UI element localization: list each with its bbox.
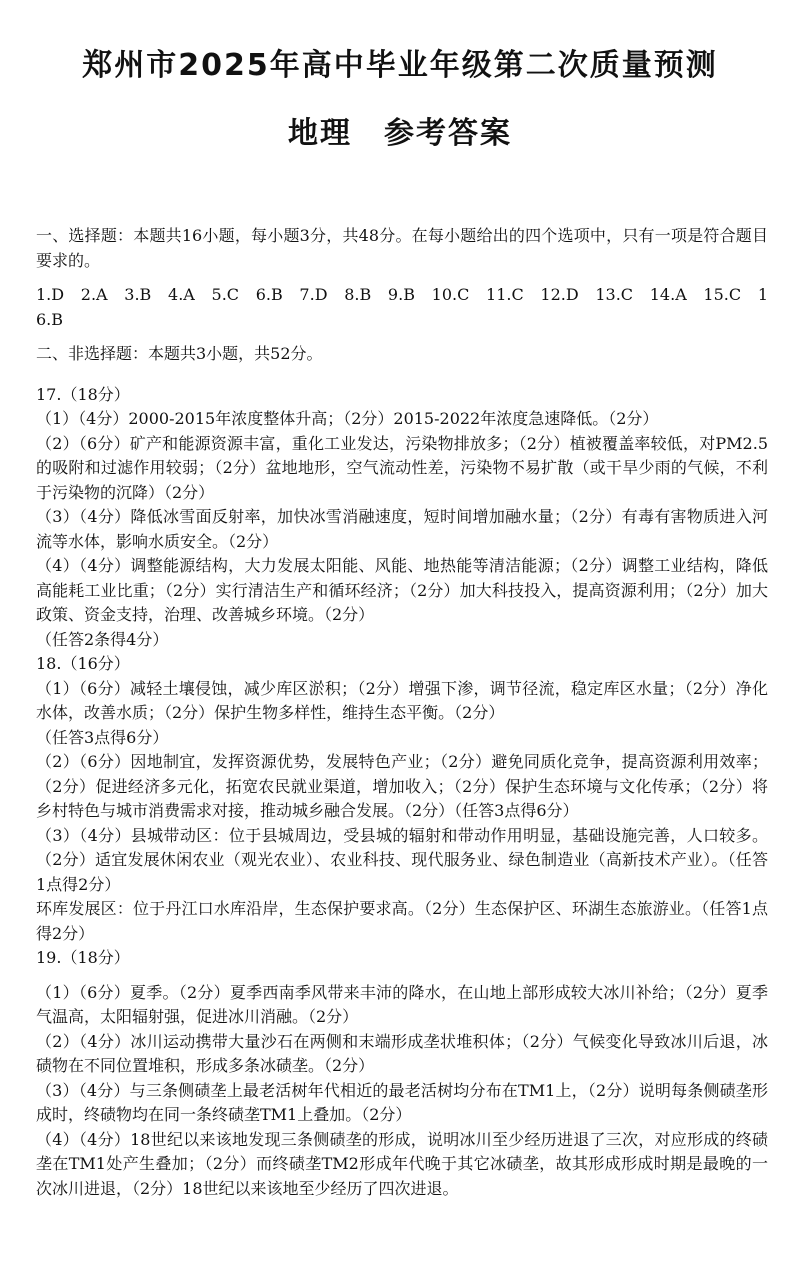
answer-body — [36, 224, 768, 1201]
q18-answer-3b: 环库发展区：位于丹江口水库沿岸，生态保护要求高。（2分）生态保护区、环湖生态旅游业。（任答1点得2分） — [36, 899, 768, 943]
q19-answer-4: （4）（4分）18世纪以来该地发现三条侧碛垄的形成，说明冰川至少经历进退了三次，对应形成的终碛垄在TM1处产生叠加；（2分）而终碛垄TM2形成年代晚于其它冰碛垄，故其形成形成时期是最晚的一次冰川进退，（2分）18世纪以来该地至少经历了四次进退。 — [36, 1129, 768, 1198]
q19-answer-1: （1）（6分）夏季。（2分）夏季西南季风带来丰沛的降水，在山地上部形成较大冰川补给；（2分）夏季气温高，太阳辐射强，促进冰川消融。（2分） — [36, 982, 768, 1026]
q17-note: （任答2条得4分） — [36, 629, 169, 649]
q17-header: 17.（18分） — [36, 384, 130, 404]
q18-answer-2: （2）（6分）因地制宜，发挥资源优势，发展特色产业；（2分）避免同质化竞争，提高资源利用效率；（2分）促进经济多元化，拓宽农民就业渠道，增加收入；（2分）保护生态环境与文化传承；（2分）将乡村特色与城市消费需求对接，推动城乡融合发展。（2分）（任答3点得6分） — [36, 752, 768, 820]
part1-heading: 一、选择题：本题共16小题，每小题3分，共48分。在每小题给出的四个选项中，只有一项是符合题目要求的。 — [36, 226, 768, 270]
page-title: 郑州市2025年高中毕业年级第二次质量预测 — [82, 48, 718, 83]
part2-heading: 二、非选择题：本题共3小题，共52分。 — [36, 344, 323, 363]
q17-answer-1: （1）（4分）2000-2015年浓度整体升高；（2分）2015-2022年浓度急速降低。（2分） — [36, 409, 659, 428]
q17-answer-3: （3）（4分）降低冰雪面反射率，加快冰雪消融速度，短时间增加融水量；（2分）有毒有害物质进入河流等水体，影响水质安全。（2分） — [36, 507, 768, 551]
q17-answer-2: （2）（6分）矿产和能源资源丰富，重化工业发达，污染物排放多；（2分）植被覆盖率较低，对PM2.5的吸附和过滤作用较弱；（2分）盆地地形，空气流动性差，污染物不易扩散（或干旱少雨的气候，不利于污染物的沉降）（2分） — [36, 433, 768, 502]
q19-header: 19.（18分） — [36, 948, 130, 967]
q19-answer-2: （2）（4分）冰川运动携带大量沙石在两侧和末端形成垄状堆积体；（2分）气候变化导致冰川后退，冰碛物在不同位置堆积，形成多条冰碛垄。（2分） — [36, 1031, 768, 1075]
q18-note-1: （任答3点得6分） — [36, 727, 169, 747]
choice-answers: 1.D 2.A 3.B 4.A 5.C 6.B 7.D 8.B 9.B 10.C 11.C 12.D 13.C 14.A 15.C 16.B — [36, 285, 768, 329]
q18-answer-1: （1）（6分）减轻土壤侵蚀，减少库区淤积；（2分）增强下渗，调节径流，稳定库区水量；（2分）净化水体，改善水质；（2分）保护生物多样性，维持生态平衡。（2分） — [36, 678, 768, 722]
q18-header: 18.（16分） — [36, 654, 130, 673]
q19-answer-3: （3）（4分）与三条侧碛垄上最老活树年代相近的最老活树均分布在TM1上，（2分）说明每条侧碛垄形成时，终碛物均在同一条终碛垄TM1上叠加。（2分） — [36, 1080, 768, 1124]
q18-answer-3: （3）（4分）县城带动区：位于县城周边，受县城的辐射和带动作用明显，基础设施完善，人口较多。（2分）适宜发展休闲农业（观光农业）、农业科技、现代服务业、绿色制造业（高新技术产业）。（任答1点得2分） — [36, 825, 768, 894]
page-subtitle: 地理 参考答案 — [288, 116, 512, 151]
q17-answer-4: （4）（4分）调整能源结构，大力发展太阳能、风能、地热能等清洁能源；（2分）调整工业结构，降低高能耗工业比重；（2分）实行清洁生产和循环经济；（2分）加大科技投入，提高资源利用；（2分）加大政策、资金支持，治理、改善城乡环境。（2分） — [36, 556, 768, 624]
